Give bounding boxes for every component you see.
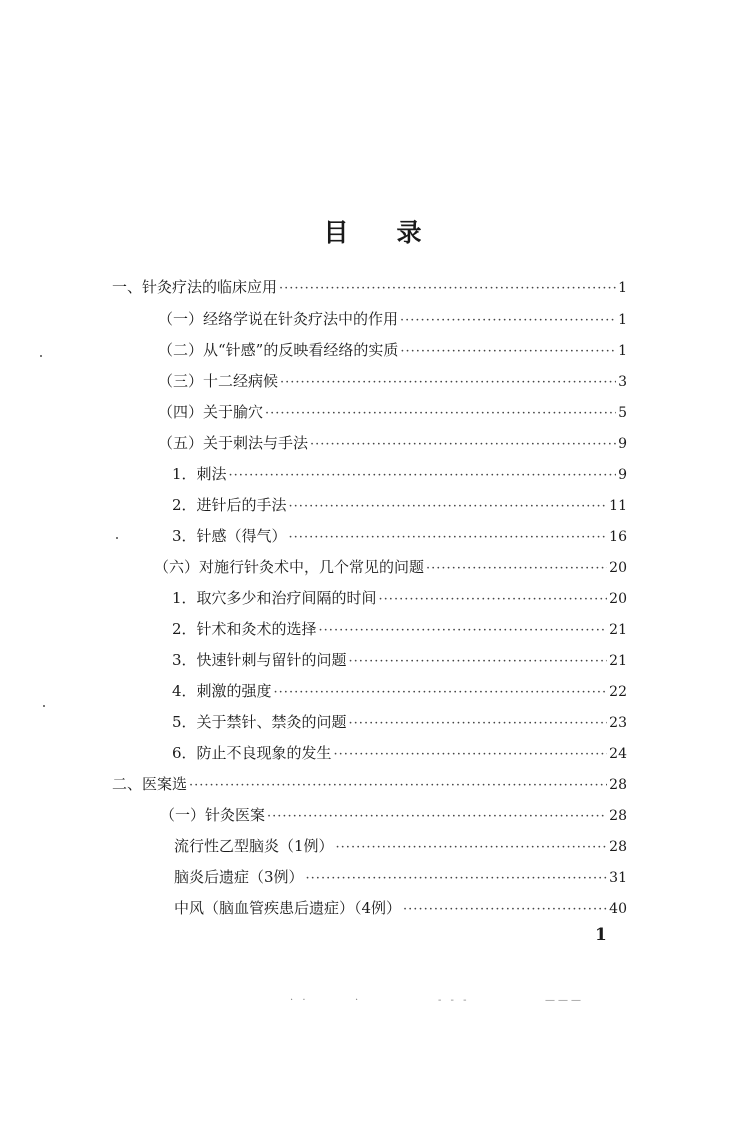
toc-entry[interactable]	[158, 369, 627, 393]
leader-dots	[379, 588, 608, 612]
toc-entry-page: 1	[618, 280, 627, 296]
toc-entry-label: （五）关于刺法与手法	[158, 434, 309, 452]
toc-entry-label: 流行性乙型脑炎（1例）	[174, 837, 334, 855]
toc-entry[interactable]	[172, 493, 627, 517]
toc-entry-page: 9	[618, 436, 627, 452]
leader-dots	[319, 619, 608, 643]
toc-entry[interactable]	[158, 307, 627, 331]
leader-dots	[310, 433, 616, 457]
toc-entry-label: 1．刺法	[172, 465, 227, 483]
toc-entry[interactable]	[172, 741, 627, 765]
toc-entry-page: 20	[609, 560, 627, 576]
toc-entry[interactable]	[112, 772, 627, 796]
scan-speck	[43, 705, 45, 707]
toc-entry-page: 11	[609, 498, 627, 514]
toc-entry[interactable]	[112, 275, 627, 299]
title-char-1: 目	[323, 218, 351, 247]
toc-entry[interactable]	[154, 555, 627, 579]
leader-dots	[289, 495, 608, 519]
title-char-2: 录	[396, 218, 424, 247]
toc-entry[interactable]	[160, 803, 627, 827]
toc-entry[interactable]	[174, 865, 627, 889]
toc-entry-page: 28	[609, 839, 627, 855]
toc-entry[interactable]	[158, 400, 627, 424]
page-title	[0, 213, 747, 249]
leader-dots	[265, 402, 616, 426]
scan-artifact: ·	[355, 995, 362, 1006]
toc-entry-page: 16	[609, 529, 627, 545]
toc-entry-label: （六）对施行针灸术中，几个常见的问题	[154, 558, 425, 576]
toc-entry-page: 40	[609, 901, 627, 917]
toc-entry-label: （三）十二经病候	[158, 372, 279, 390]
leader-dots	[400, 340, 616, 364]
toc-entry-label: （一）针灸医案	[160, 806, 266, 824]
toc-entry-page: 22	[609, 684, 627, 700]
scan-artifact: · ·	[290, 995, 309, 1006]
toc-entry-label: 3．快速针刺与留针的问题	[172, 651, 347, 669]
toc-entry-page: 9	[618, 467, 627, 483]
toc-entry-page: 28	[609, 777, 627, 793]
toc-entry-label: （四）关于腧穴	[158, 403, 264, 421]
toc-entry-page: 3	[618, 374, 627, 390]
toc-entry[interactable]	[172, 462, 627, 486]
toc-entry-page: 28	[609, 808, 627, 824]
toc-entry[interactable]	[174, 896, 627, 920]
toc-entry-label: 3．针感（得气）	[172, 527, 287, 545]
toc-entry-label: 中风（脑血管疾患后遗症）（4例）	[174, 899, 402, 917]
toc-entry-label: 6．防止不良现象的发生	[172, 744, 332, 762]
scan-artifact: ———	[545, 995, 584, 1006]
toc-entry-label: 二、医案选	[112, 775, 188, 793]
leader-dots	[426, 557, 607, 581]
toc-entry-label: 1．取穴多少和治疗间隔的时间	[172, 589, 377, 607]
toc-entry[interactable]	[172, 648, 627, 672]
toc-entry-page: 31	[609, 870, 627, 886]
toc-entry-page: 21	[609, 622, 627, 638]
leader-dots	[279, 277, 616, 301]
leader-dots	[334, 743, 608, 767]
toc-entry-label: 脑炎后遗症（3例）	[174, 868, 304, 886]
toc-entry-page: 21	[609, 653, 627, 669]
toc-entry-page: 5	[618, 405, 627, 421]
toc-entry-label: 2．针术和灸术的选择	[172, 620, 317, 638]
scan-artifact: - - -	[438, 995, 470, 1006]
toc-entry[interactable]	[172, 524, 627, 548]
leader-dots	[349, 650, 608, 674]
toc-entry-label: 4．刺激的强度	[172, 682, 272, 700]
toc-entry[interactable]	[172, 710, 627, 734]
toc-entry-label: 2．进针后的手法	[172, 496, 287, 514]
toc-entry[interactable]	[172, 679, 627, 703]
leader-dots	[403, 898, 607, 922]
scan-speck	[116, 537, 118, 539]
toc-entry[interactable]	[158, 431, 627, 455]
toc-entry-label: （二）从“针感”的反映看经络的实质	[158, 341, 399, 359]
toc-entry-label: 5．关于禁针、禁灸的问题	[172, 713, 347, 731]
leader-dots	[289, 526, 608, 550]
leader-dots	[349, 712, 608, 736]
leader-dots	[336, 836, 608, 860]
toc-entry-page: 23	[609, 715, 627, 731]
toc-entry-page: 1	[618, 343, 627, 359]
toc-entry[interactable]	[158, 338, 627, 362]
toc-entry[interactable]	[172, 586, 627, 610]
scan-speck	[40, 355, 42, 357]
toc-entry-label: （一）经络学说在针灸疗法中的作用	[158, 310, 399, 328]
leader-dots	[229, 464, 617, 488]
leader-dots	[280, 371, 616, 395]
toc-entry-page: 24	[609, 746, 627, 762]
leader-dots	[400, 309, 616, 333]
leader-dots	[274, 681, 608, 705]
toc-entry[interactable]	[172, 617, 627, 641]
leader-dots	[267, 805, 607, 829]
toc-entry-label: 一、针灸疗法的临床应用	[112, 278, 278, 296]
page-number: 1	[595, 925, 607, 945]
toc-entry[interactable]	[174, 834, 627, 858]
toc-entry-page: 1	[618, 312, 627, 328]
toc-entry-page: 20	[609, 591, 627, 607]
leader-dots	[306, 867, 608, 891]
leader-dots	[189, 774, 607, 798]
